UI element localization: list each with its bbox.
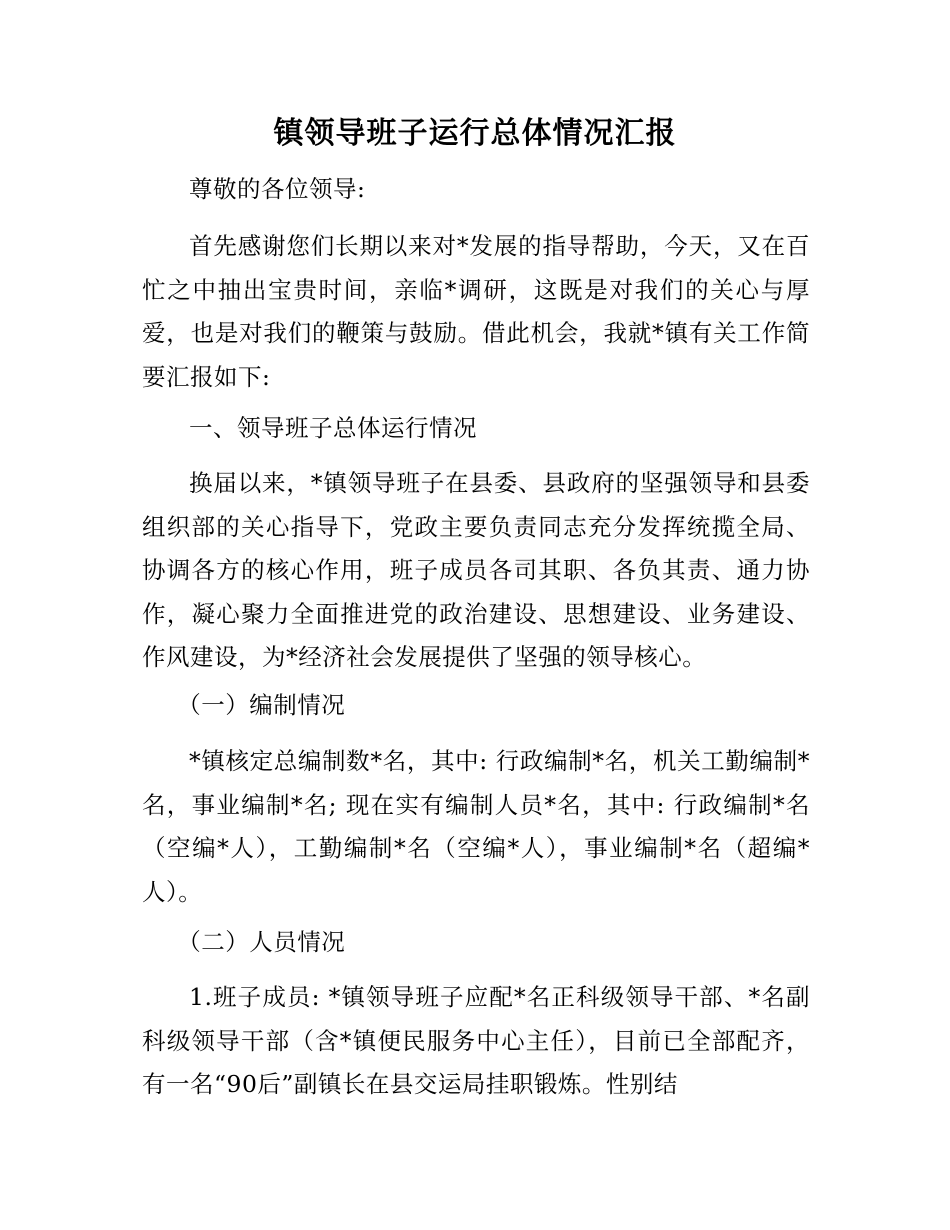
section-1-heading: 一、领导班子总体运行情况 [189, 414, 477, 442]
section-1-paragraph: 换届以来，*镇领导班子在县委、县政府的坚强领导和县委组织部的关心指导下，党政主要负责同志充分发挥统揽全局、协调各方的核心作用，班子成员各司其职、各负其责、通力协作，凝心聚力全面推进党的政治建设、思想建设、业务建设、作风建设，为*经济社会发展提供了坚强的领导核心。 [142, 469, 810, 671]
intro-paragraph: 首先感谢您们长期以来对*发展的指导帮助，今天，又在百忙之中抽出宝贵时间，亲临*调研，这既是对我们的关心与厚爱，也是对我们的鞭策与鼓励。借此机会，我就*镇有关工作简要汇报如下: [142, 232, 810, 391]
document-title: 镇领导班子运行总体情况汇报 [273, 116, 677, 151]
subsection-2-paragraph: 1.班子成员: *镇领导班子应配*名正科级领导干部、*名副科级领导干部（含*镇便民服务中心主任），目前已全部配齐，有一名“90后”副镇长在县交运局挂职锻炼。性别结 [142, 983, 810, 1098]
subsection-1-paragraph: *镇核定总编制数*名，其中: 行政编制*名，机关工勤编制*名，事业编制*名; 现在实有编制人员*名，其中: 行政编制*名（空编*人），工勤编制*名（空编*人），事业编制*名（超编*人）。 [142, 747, 810, 906]
salutation: 尊敬的各位领导: [189, 175, 366, 203]
subsection-2-heading: （二）人员情况 [177, 928, 346, 956]
subsection-1-heading: （一）编制情况 [177, 691, 346, 719]
